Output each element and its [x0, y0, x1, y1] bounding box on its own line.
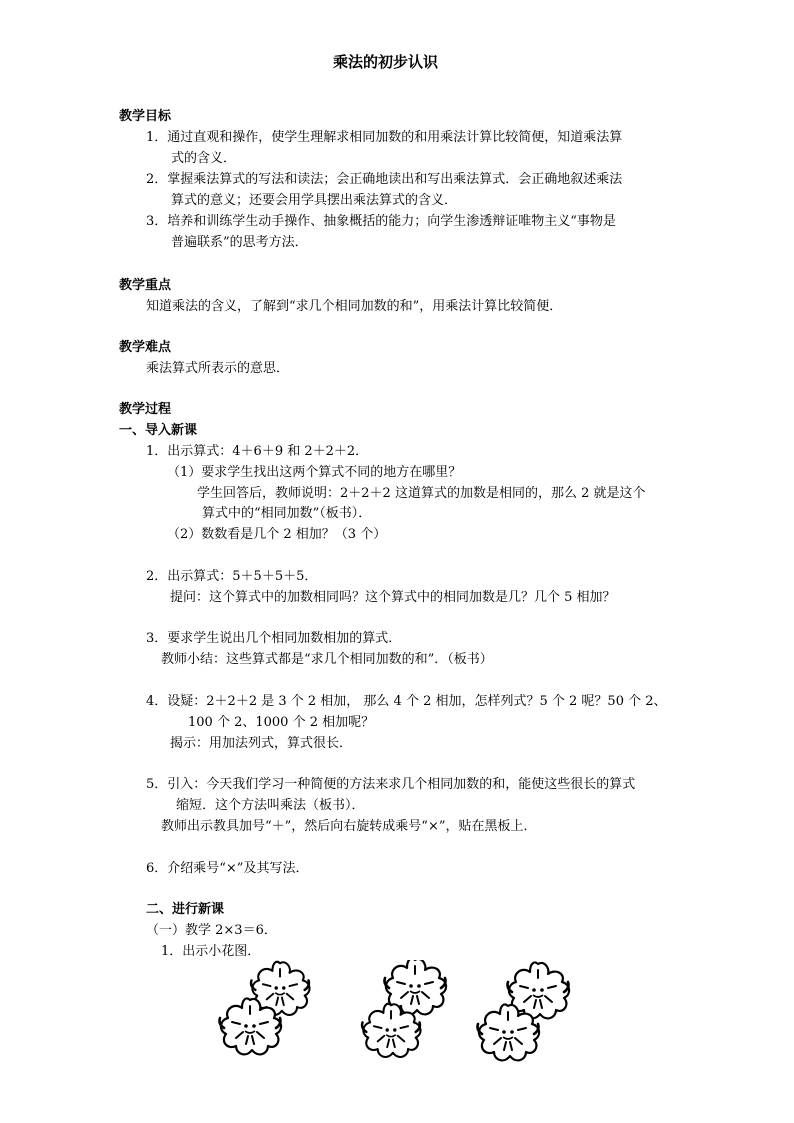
section2-sub1-step1: 1．出示小花图．: [161, 944, 261, 959]
section1-heading: 一、导入新课: [119, 423, 198, 438]
step-1a-answer-line1: 学生回答后，教师说明：2＋2＋2 这道算式的加数是相同的，那么 2 就是这个: [197, 486, 646, 501]
step-4-reveal: 揭示：用加法列式，算式很长．: [170, 736, 353, 751]
step-1a: （1）要求学生找出这两个算式不同的地方在哪里？: [167, 465, 462, 480]
flower-illustration: [205, 960, 595, 1070]
step-4-cont: 100 个 2、1000 个 2 相加呢？: [188, 715, 375, 730]
key-points-heading: 教学重点: [119, 278, 172, 293]
page-title: 乘法的初步认识: [333, 53, 439, 71]
step-2: 2．出示算式：5＋5＋5＋5．: [146, 569, 318, 584]
goal-item-3-line1: 3．培养和训练学生动手操作、抽象概括的能力；向学生渗透辩证唯物主义“事物是: [146, 214, 616, 229]
flower-pair-icon: [478, 962, 570, 1060]
goal-item-2-line1: 2．掌握乘法算式的写法和读法；会正确地读出和写出乘法算式．会正确地叙述乘法: [146, 172, 623, 187]
difficulties-text: 乘法算式所表示的意思．: [146, 361, 290, 376]
flower-pair-icon: [220, 962, 310, 1055]
step-5-demo: 教师出示教具加号“＋”，然后向右旋转成乘号“×”，贴在黑板上．: [161, 819, 537, 834]
process-heading: 教学过程: [119, 402, 172, 417]
step-6: 6．介绍乘号“×”及其写法．: [146, 861, 309, 876]
step-1a-answer-line2: 算式中的“相同加数”（板书）．: [202, 506, 372, 521]
section2-sub1: （一）教学 2×3＝6．: [146, 923, 277, 938]
section2-heading: 二、进行新课: [146, 902, 225, 917]
step-4: 4．设疑：2＋2＋2 是 3 个 2 相加， 那么 4 个 2 相加，怎样列式？5 个 2 呢？50 个 2、: [146, 694, 667, 709]
step-1b: （2）数数看是几个 2 相加？（3 个）: [167, 527, 387, 542]
step-1: 1．出示算式：4＋6＋9 和 2＋2＋2．: [146, 444, 369, 459]
step-3-summary: 教师小结：这些算式都是“求几个相同加数的和”．（板书）: [161, 652, 493, 667]
step-3: 3．要求学生说出几个相同加数相加的算式．: [146, 631, 402, 646]
goals-heading: 教学目标: [119, 109, 172, 124]
key-points-text: 知道乘法的含义，了解到“求几个相同加数的和”，用乘法计算比较简便．: [146, 299, 563, 314]
goal-item-1-line1: 1．通过直观和操作，使学生理解求相同加数的和用乘法计算比较简便，知道乘法算: [146, 130, 623, 145]
goal-item-1-line2: 式的含义．: [171, 151, 237, 166]
step-5: 5．引入：今天我们学习一种简便的方法来求几个相同加数的和，能使这些很长的算式: [146, 777, 636, 792]
flower-pair-icon: [362, 960, 446, 1057]
goal-item-2-line2: 算式的意义；还要会用学具摆出乘法算式的含义．: [171, 193, 458, 208]
step-2-question: 提问：这个算式中的加数相同吗？这个算式中的相同加数是几？几个 5 相加？: [170, 590, 616, 605]
goal-item-3-line2: 普遍联系”的思考方法．: [171, 235, 308, 250]
step-5-cont: 缩短．这个方法叫乘法（板书）．: [176, 798, 365, 813]
difficulties-heading: 教学难点: [119, 340, 172, 355]
